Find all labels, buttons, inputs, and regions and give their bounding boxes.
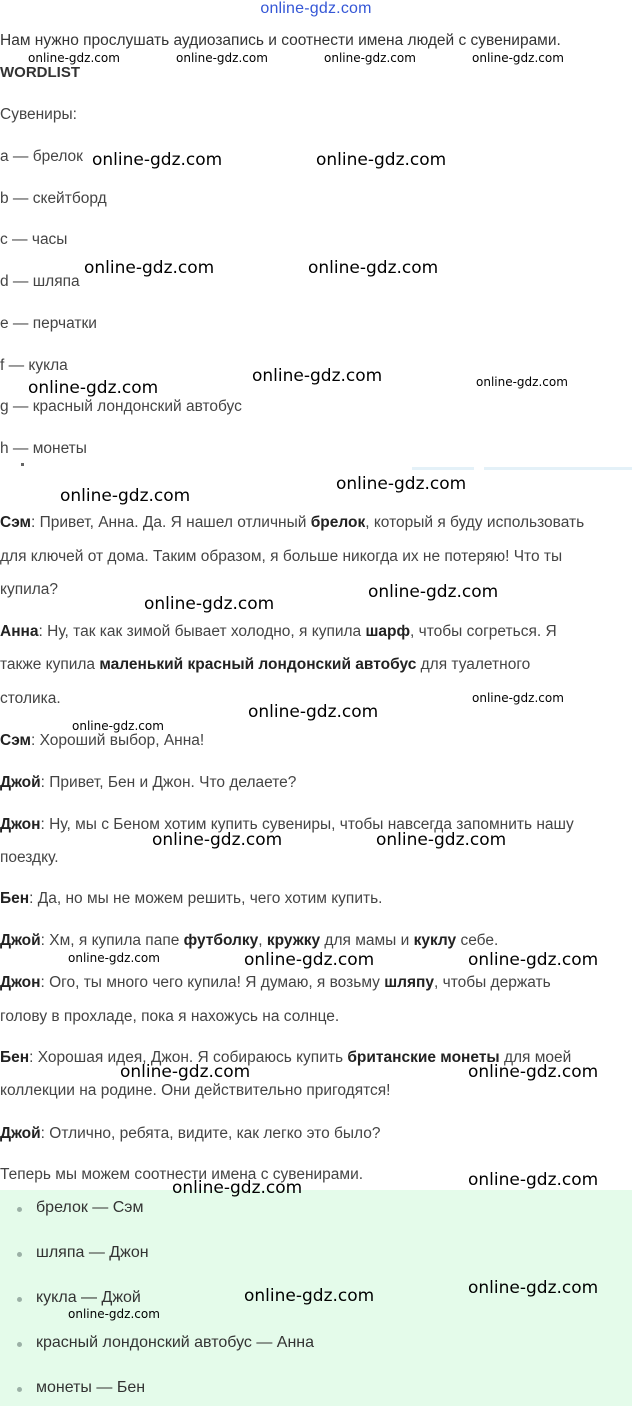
seam-bar xyxy=(484,467,632,470)
speaker-name: Анна xyxy=(0,623,39,640)
watermark: online-gdz.com xyxy=(472,51,564,65)
line-text: : Привет, Анна. Да. Я нашел отличный xyxy=(31,514,311,531)
line-text: : Хорошая идея, Джон. Я собираюсь купить xyxy=(29,1049,348,1066)
souvenir-item: b — скейтборд xyxy=(0,190,107,207)
speaker-name: Сэм xyxy=(0,732,32,749)
watermark: online-gdz.com xyxy=(468,1278,599,1298)
speaker-name: Джон xyxy=(0,974,41,991)
answer-item: брелок — Сэм xyxy=(36,1199,144,1216)
wordlist-heading: WORDLIST xyxy=(0,64,80,81)
souvenir-word: шарф xyxy=(365,623,411,640)
dialogue-line: поездку. xyxy=(0,849,59,866)
line-text: , xyxy=(258,932,267,949)
souvenir-word: шляпу xyxy=(384,974,434,991)
answer-item: шляпа — Джон xyxy=(36,1244,149,1261)
watermark: online-gdz.com xyxy=(468,1062,599,1082)
souvenir-item: a — брелок xyxy=(0,148,83,165)
speaker-name: Бен xyxy=(0,890,30,907)
speaker-name: Джой xyxy=(0,774,41,791)
watermark: online-gdz.com xyxy=(28,378,159,398)
watermark: online-gdz.com xyxy=(244,950,375,970)
dialogue-line xyxy=(0,656,530,674)
bullet-icon xyxy=(17,1387,22,1392)
line-text: , чтобы согреться. Я xyxy=(410,623,557,640)
conclusion-text: Теперь мы можем соотнести имена с сувенирами. xyxy=(0,1166,364,1183)
watermark: online-gdz.com xyxy=(152,830,283,850)
line-text: также купила xyxy=(0,656,100,673)
souvenir-item: f — кукла xyxy=(0,357,68,374)
dialogue-line: коллекции на родине. Они действительно пригодятся! xyxy=(0,1082,391,1099)
watermark: online-gdz.com xyxy=(176,51,268,65)
dialogue-line: столика. xyxy=(0,690,61,707)
dialogue-line xyxy=(0,890,382,908)
line-text: : Отлично, ребята, видите, как легко это было? xyxy=(40,1125,381,1142)
souvenir-word: брелок xyxy=(310,514,366,531)
dialogue-line xyxy=(0,774,296,792)
line-text: : Ну, так как зимой бывает холодно, я купила xyxy=(38,623,366,640)
line-text: : Да, но мы не можем решить, чего хотим купить. xyxy=(29,890,383,907)
bullet-icon xyxy=(17,1207,22,1212)
screenshot-seam xyxy=(0,460,632,472)
watermark: online-gdz.com xyxy=(68,1307,160,1321)
dialogue-line xyxy=(0,932,498,950)
dialogue-line xyxy=(0,514,584,532)
watermark: online-gdz.com xyxy=(92,150,223,170)
watermark: online-gdz.com xyxy=(28,51,120,65)
watermark: online-gdz.com xyxy=(476,375,568,389)
line-text: : Ну, мы с Беном хотим купить сувениры, чтобы навсегда запомнить нашу xyxy=(40,816,574,833)
watermark: online-gdz.com xyxy=(468,1170,599,1190)
watermark: online-gdz.com xyxy=(308,258,439,278)
souvenirs-title: Сувениры: xyxy=(0,106,77,123)
dialogue-line xyxy=(0,623,557,641)
seam-dot xyxy=(21,463,24,466)
line-text: : Хм, я купила папе xyxy=(40,932,184,949)
watermark: online-gdz.com xyxy=(252,366,383,386)
answer-item: монеты — Бен xyxy=(36,1379,146,1396)
speaker-name: Джой xyxy=(0,932,41,949)
souvenir-item: h — монеты xyxy=(0,440,87,457)
watermark: online-gdz.com xyxy=(368,582,499,602)
souvenir-item: g — красный лондонский автобус xyxy=(0,398,242,415)
speaker-name: Джон xyxy=(0,816,41,833)
answer-item: кукла — Джой xyxy=(36,1289,141,1306)
watermark: online-gdz.com xyxy=(84,258,215,278)
watermark: online-gdz.com xyxy=(72,719,164,733)
souvenir-item: c — часы xyxy=(0,231,68,248)
watermark: online-gdz.com xyxy=(468,950,599,970)
line-text: для моей xyxy=(499,1049,572,1066)
dialogue-line xyxy=(0,732,204,750)
souvenir-item: d — шляпа xyxy=(0,273,80,290)
watermark: online-gdz.com xyxy=(144,594,275,614)
speaker-name: Джой xyxy=(0,1125,41,1142)
watermark: online-gdz.com xyxy=(244,1286,375,1306)
dialogue-line: купила? xyxy=(0,581,59,598)
watermark: online-gdz.com xyxy=(376,830,507,850)
line-text: себе. xyxy=(456,932,499,949)
line-text: для туалетного xyxy=(416,656,531,673)
bullet-icon xyxy=(17,1252,22,1257)
watermark: online-gdz.com xyxy=(120,1062,251,1082)
bullet-icon xyxy=(17,1342,22,1347)
seam-bar xyxy=(412,467,474,470)
answer-item: красный лондонский автобус — Анна xyxy=(36,1334,315,1351)
watermark: online-gdz.com xyxy=(248,702,379,722)
watermark: online-gdz.com xyxy=(68,951,160,965)
watermark: online-gdz.com xyxy=(172,1178,303,1198)
dialogue-line: голову в прохладе, пока я нахожусь на солнце. xyxy=(0,1008,340,1025)
speaker-name: Бен xyxy=(0,1049,30,1066)
line-text: : Ого, ты много чего купила! Я думаю, я возьму xyxy=(40,974,385,991)
watermark: online-gdz.com xyxy=(60,486,191,506)
watermark: online-gdz.com xyxy=(472,691,564,705)
speaker-name: Сэм xyxy=(0,514,32,531)
souvenir-word: куклу xyxy=(413,932,457,949)
line-text: , чтобы держать xyxy=(434,974,551,991)
dialogue-line xyxy=(0,1125,381,1143)
souvenir-word: футболку xyxy=(183,932,259,949)
dialogue-line xyxy=(0,974,551,992)
dialogue-line: для ключей от дома. Таким образом, я больше никогда их не потеряю! Что ты xyxy=(0,548,563,565)
watermark: online-gdz.com xyxy=(316,150,447,170)
line-text: для мамы и xyxy=(320,932,414,949)
watermark: online-gdz.com xyxy=(336,474,467,494)
task-intro: Нам нужно прослушать аудиозапись и соотнести имена людей с сувенирами. xyxy=(0,32,561,49)
souvenir-word: кружку xyxy=(266,932,321,949)
souvenir-item: e — перчатки xyxy=(0,315,97,332)
line-text: : Хороший выбор, Анна! xyxy=(31,732,205,749)
souvenir-word: британские монеты xyxy=(347,1049,500,1066)
souvenir-word: маленький красный лондонский автобус xyxy=(99,656,417,673)
bullet-icon xyxy=(17,1297,22,1302)
line-text: , который я буду использовать xyxy=(365,514,585,531)
line-text: : Привет, Бен и Джон. Что делаете? xyxy=(40,774,297,791)
watermark: online-gdz.com xyxy=(324,51,416,65)
site-header-link[interactable]: online-gdz.com xyxy=(260,0,372,17)
